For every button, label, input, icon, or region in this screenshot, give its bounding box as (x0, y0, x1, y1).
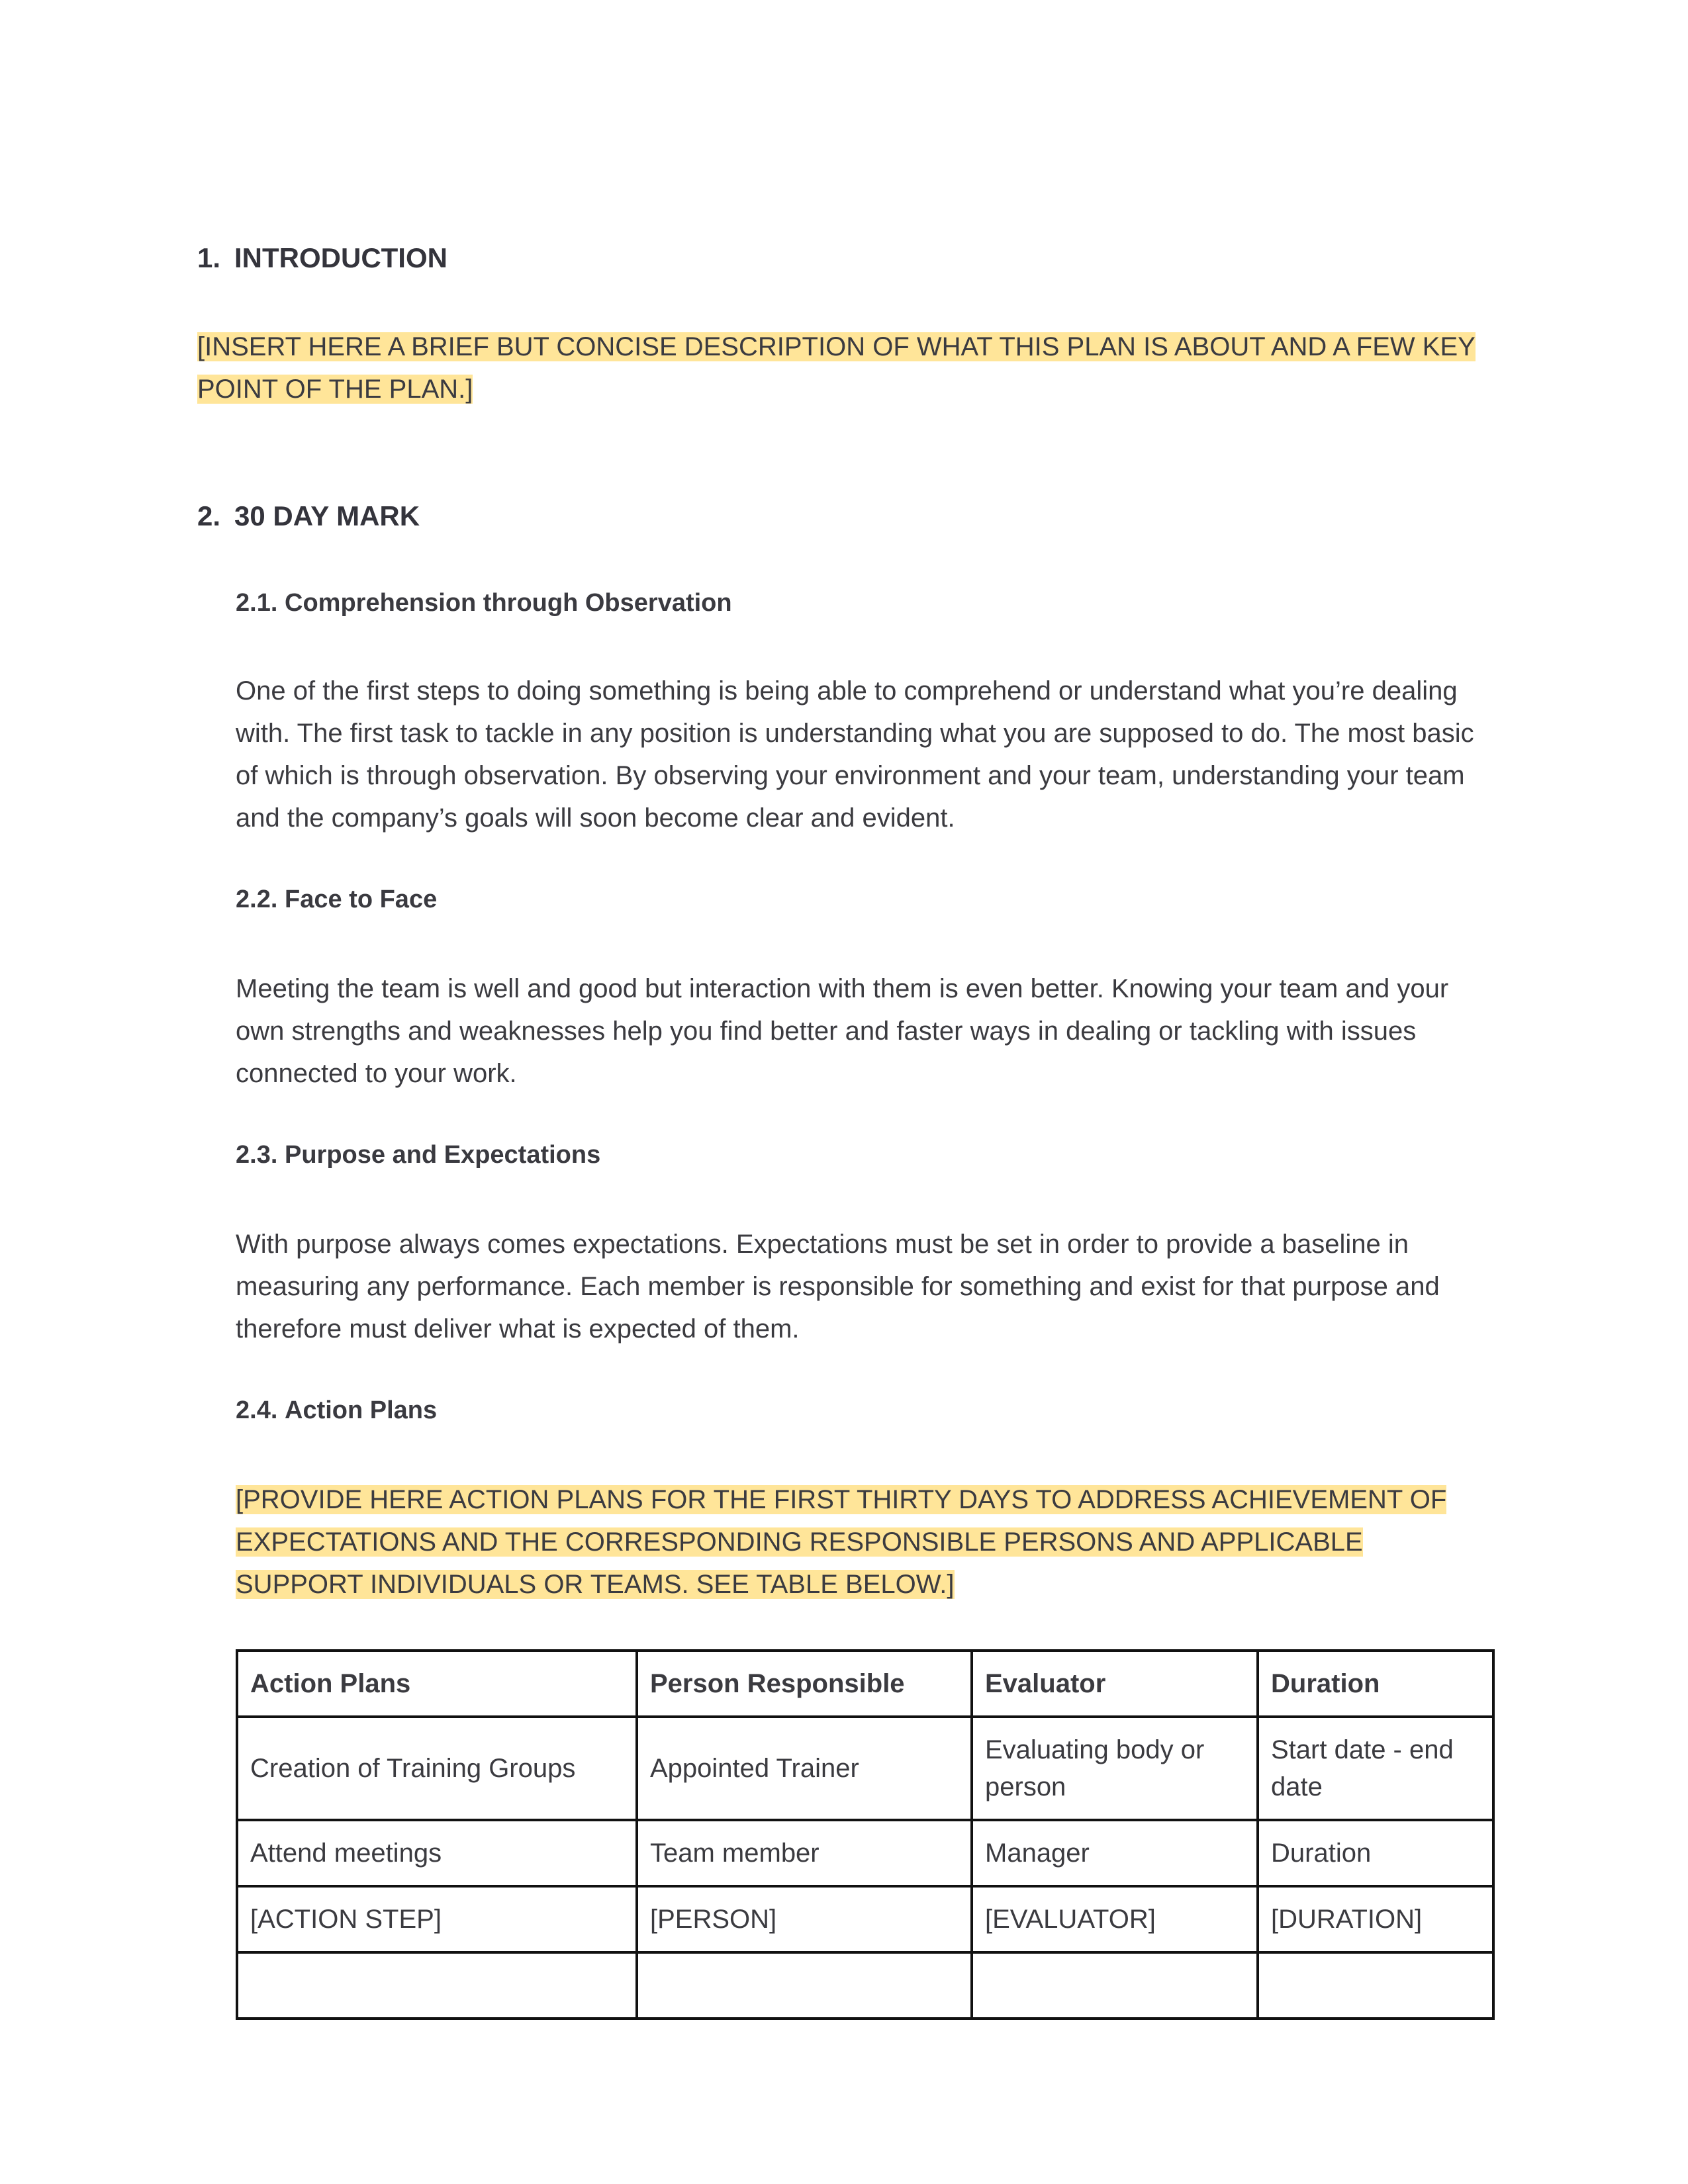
table-row (237, 1820, 1493, 1886)
subsection-number: 2.3. (236, 1141, 278, 1169)
subsection-title: Purpose and Expectations (285, 1141, 601, 1169)
table-cell: [EVALUATOR] (972, 1886, 1258, 1952)
table-cell: Creation of Training Groups (237, 1717, 637, 1820)
table-cell: [ACTION STEP] (237, 1886, 637, 1952)
subsection-2-2-heading (236, 886, 437, 914)
table-cell: Team member (637, 1820, 972, 1886)
section-2-heading (197, 500, 420, 532)
subsection-number: 2.4. (236, 1396, 278, 1424)
table-cell: Manager (972, 1820, 1258, 1886)
subsection-2-1-heading (236, 589, 732, 617)
table-cell: [PERSON] (637, 1886, 972, 1952)
table-cell: [DURATION] (1258, 1886, 1493, 1952)
table-header-row (237, 1651, 1493, 1717)
table-header-cell: Duration (1258, 1651, 1493, 1717)
subsection-2-2-body: Meeting the team is well and good but interaction with them is even better. Knowing your team and your own strengths and weaknesses help you find better and faster ways in dealing or tackling with issues connected to your work. (236, 974, 1449, 1088)
table-cell (1258, 1952, 1493, 2019)
subsection-2-3-body: With purpose always comes expectations. Expectations must be set in order to provide a baseline in measuring any performance. Each member is responsible for something and exist for that purpose and therefore must deliver what is expected of them. (236, 1230, 1440, 1343)
action-plans-placeholder (236, 1479, 1454, 1606)
section-number: 2. (197, 500, 221, 531)
subsection-number: 2.2. (236, 886, 278, 913)
section-title: 30 DAY MARK (234, 500, 420, 531)
table-header-cell: Evaluator (972, 1651, 1258, 1717)
intro-placeholder (197, 326, 1495, 410)
table-cell (637, 1952, 972, 2019)
table-cell: Attend meetings (237, 1820, 637, 1886)
subsection-title: Comprehension through Observation (285, 589, 732, 617)
table-cell: Start date - end date (1258, 1717, 1493, 1820)
subsection-title: Action Plans (285, 1396, 438, 1424)
table-cell: Duration (1258, 1820, 1493, 1886)
table-cell (972, 1952, 1258, 2019)
subsection-number: 2.1. (236, 589, 278, 617)
action-plans-table (236, 1649, 1495, 2020)
table-cell (237, 1952, 637, 2019)
table-row (237, 1886, 1493, 1952)
table-header-cell: Person Responsible (637, 1651, 972, 1717)
highlighted-placeholder-text: [INSERT HERE A BRIEF BUT CONCISE DESCRIPTION OF WHAT THIS PLAN IS ABOUT AND A FEW KEY POINT OF THE PLAN.] (197, 332, 1476, 404)
table-header-cell: Action Plans (237, 1651, 637, 1717)
table-cell: Appointed Trainer (637, 1717, 972, 1820)
table-row (237, 1717, 1493, 1820)
highlighted-placeholder-text: [PROVIDE HERE ACTION PLANS FOR THE FIRST THIRTY DAYS TO ADDRESS ACHIEVEMENT OF EXPECTATIONS AND THE CORRESPONDING RESPONSIBLE PERSONS AND APPLICABLE SUPPORT INDIVIDUALS OR TEAMS. SEE TABLE BELOW.] (236, 1485, 1447, 1599)
subsection-2-1-body: One of the first steps to doing something is being able to comprehend or understand what you’re dealing with. The first task to tackle in any position is understanding what you are supposed to do. The most basic of which is through observation. By observing your environment and your team, understanding your team and the company’s goals will soon become clear and evident. (236, 676, 1474, 833)
subsection-2-4-heading (236, 1396, 437, 1425)
subsection-2-3-heading (236, 1141, 600, 1169)
section-title: INTRODUCTION (234, 242, 447, 273)
subsection-title: Face to Face (285, 886, 438, 913)
section-1-heading (197, 242, 447, 274)
table-cell: Evaluating body or person (972, 1717, 1258, 1820)
table-row (237, 1952, 1493, 2019)
section-number: 1. (197, 242, 221, 273)
